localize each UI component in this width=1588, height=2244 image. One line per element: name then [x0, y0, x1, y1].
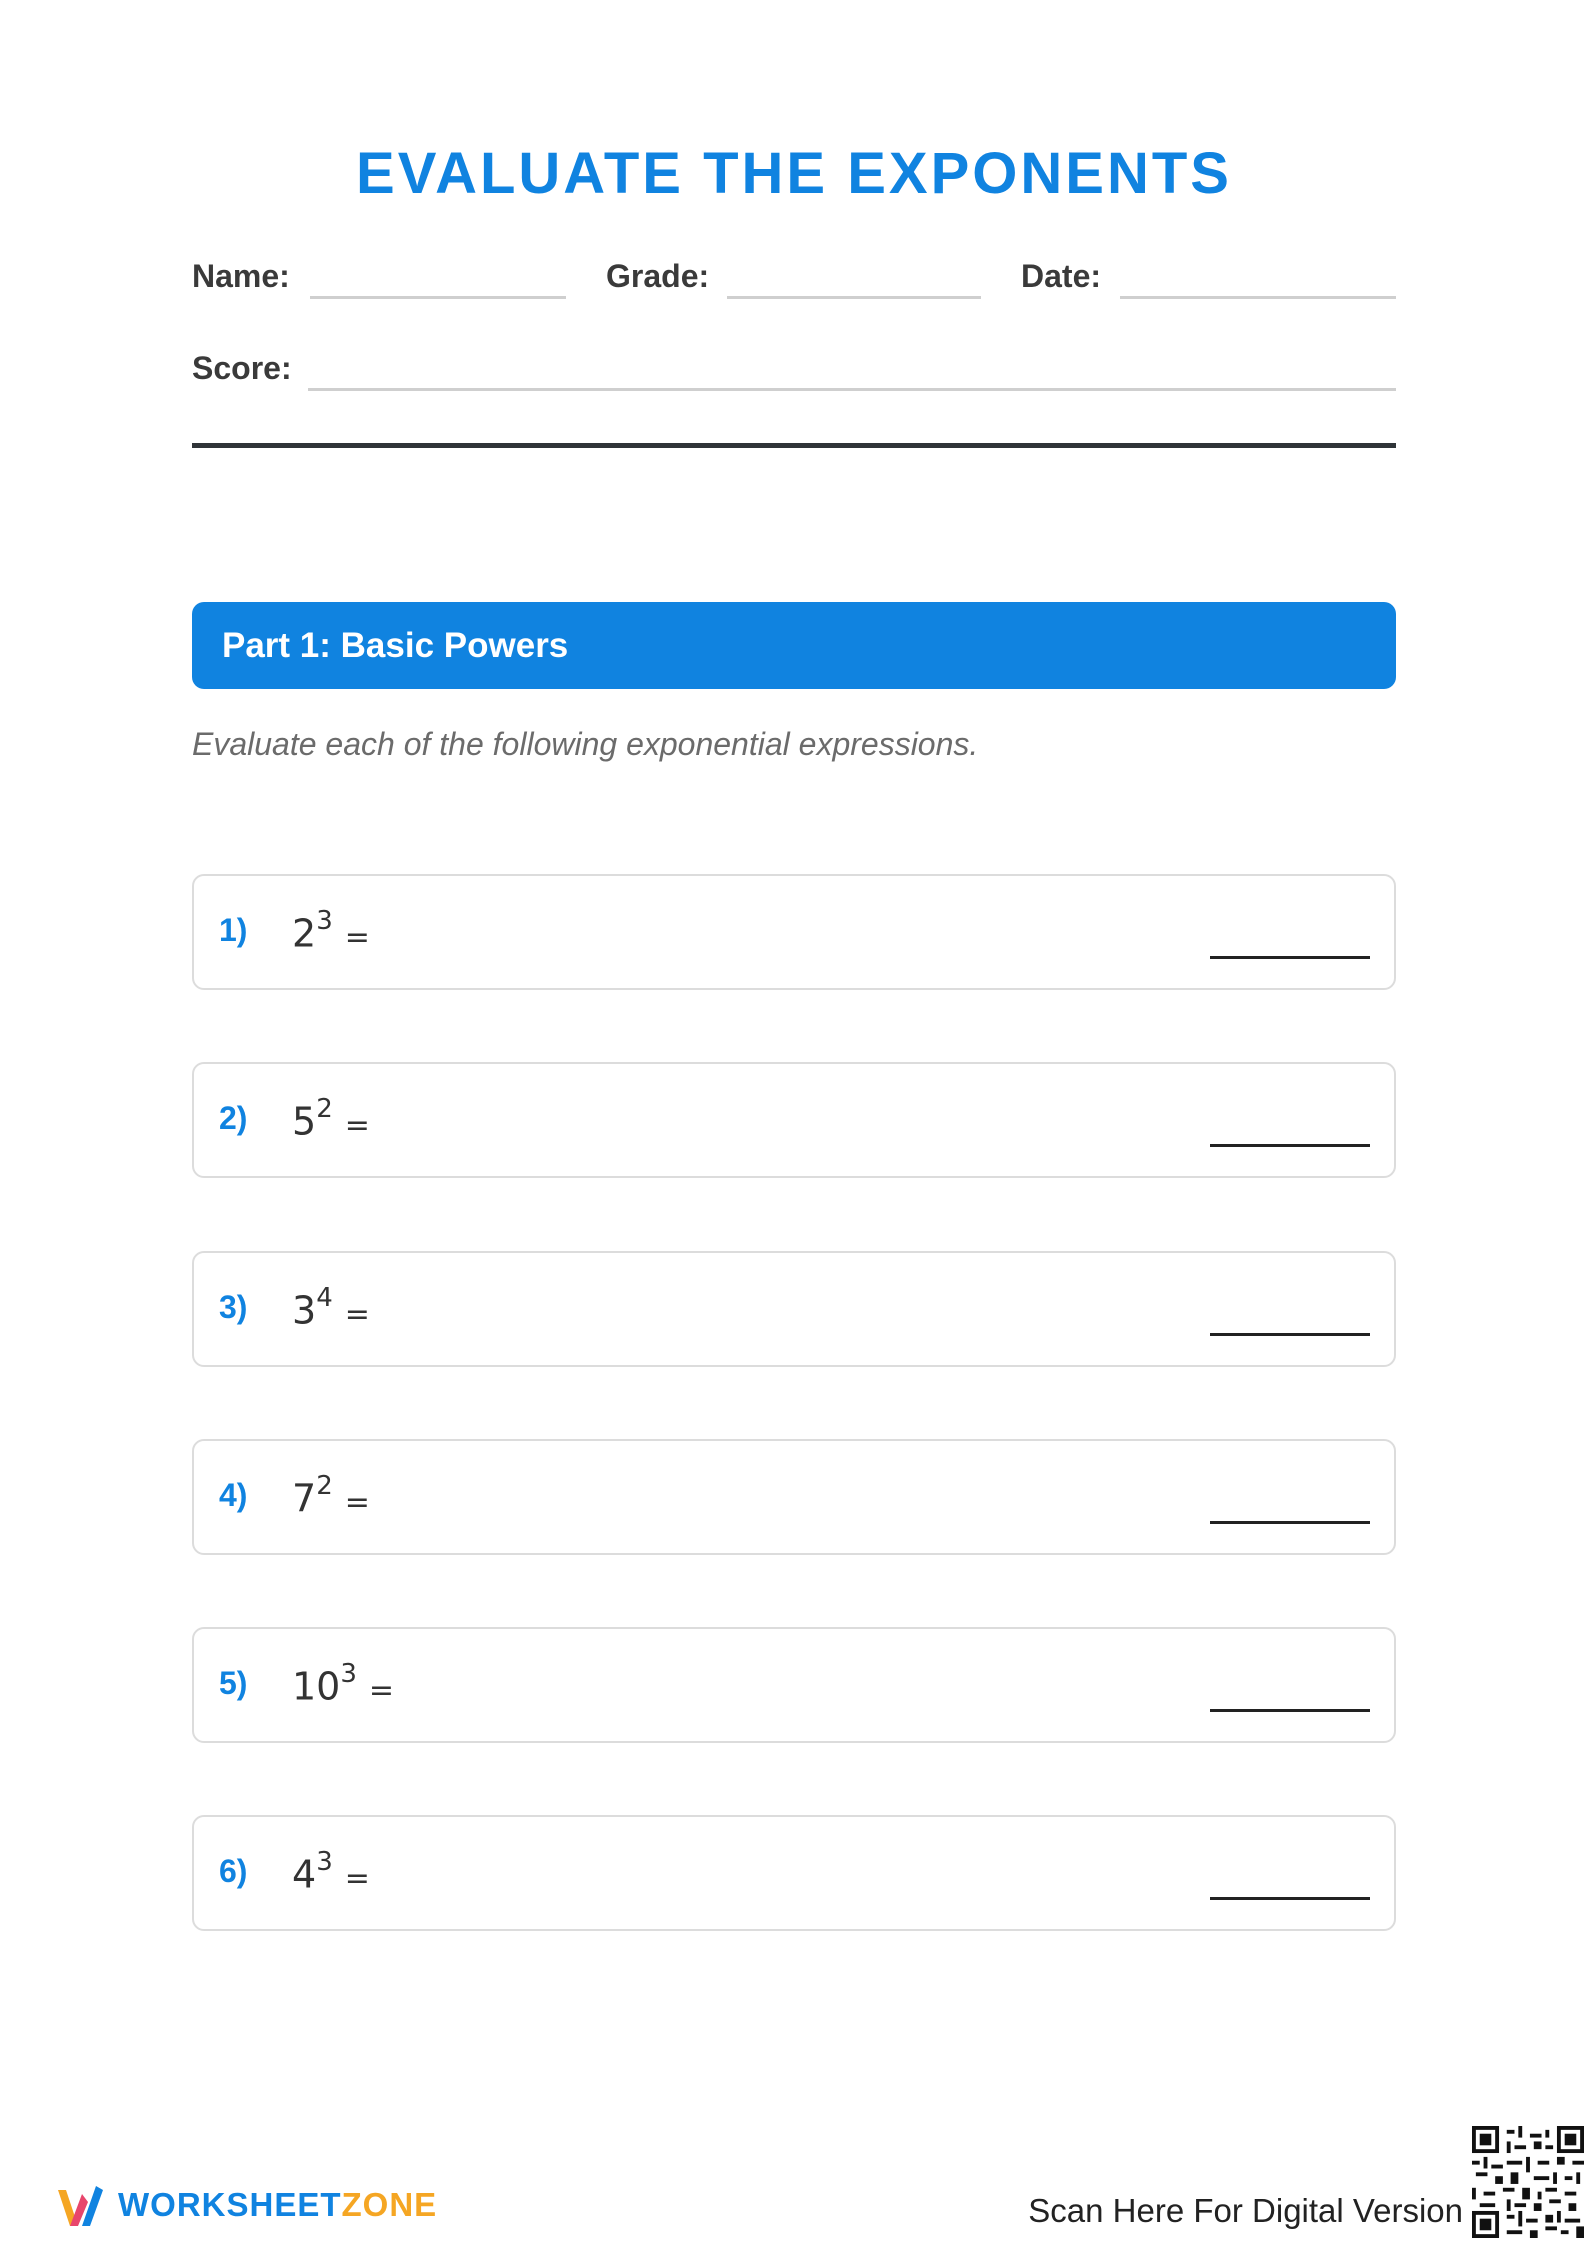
- date-field[interactable]: [1120, 296, 1396, 299]
- problem-number: 1): [219, 912, 248, 948]
- instructions: Evaluate each of the following exponential expressions.: [192, 726, 979, 762]
- brand-name-part2: ZONE: [341, 2186, 438, 2223]
- base: 7: [292, 1476, 317, 1521]
- problem-number: 6): [219, 1853, 248, 1889]
- base: 2: [292, 911, 317, 956]
- exponent: 3: [316, 906, 333, 936]
- base: 5: [292, 1099, 317, 1144]
- brand-name-part1: WORKSHEET: [118, 2186, 342, 2223]
- name-field[interactable]: [310, 296, 566, 299]
- exponent: 3: [316, 1847, 333, 1877]
- problem-card: [192, 1627, 1396, 1743]
- equals-sign: =: [344, 1484, 370, 1520]
- problem-number: 4): [219, 1477, 248, 1513]
- exponent: 2: [316, 1094, 333, 1124]
- answer-field[interactable]: [1210, 1144, 1370, 1147]
- problem-card: [192, 874, 1396, 990]
- problem-card: [192, 1439, 1396, 1555]
- exponent: 4: [316, 1283, 333, 1313]
- problem-expression: [292, 1283, 370, 1333]
- scan-instruction: Scan Here For Digital Version: [1028, 2192, 1463, 2229]
- date-label: Date:: [1021, 258, 1102, 294]
- base: 10: [292, 1664, 341, 1709]
- score-field[interactable]: [308, 388, 1396, 391]
- qr-code-icon[interactable]: [1472, 2126, 1584, 2238]
- problem-number: 5): [219, 1665, 248, 1701]
- grade-field[interactable]: [727, 296, 981, 299]
- problem-expression: [292, 1471, 370, 1521]
- answer-field[interactable]: [1210, 1709, 1370, 1712]
- problem-expression: [292, 1094, 370, 1144]
- brand-name: [118, 2186, 437, 2224]
- brand-logo: [56, 2180, 437, 2230]
- name-label: Name:: [192, 258, 290, 294]
- problem-expression: [292, 1659, 395, 1709]
- answer-field[interactable]: [1210, 956, 1370, 959]
- page-title: EVALUATE THE EXPONENTS: [356, 141, 1232, 206]
- section-title: Part 1: Basic Powers: [222, 625, 569, 665]
- answer-field[interactable]: [1210, 1521, 1370, 1524]
- problem-card: [192, 1251, 1396, 1367]
- score-label: Score:: [192, 350, 292, 386]
- grade-label: Grade:: [606, 258, 710, 294]
- problem-card: [192, 1815, 1396, 1931]
- exponent: 3: [340, 1659, 357, 1689]
- worksheetzone-logo-icon: [56, 2180, 104, 2230]
- problem-number: 3): [219, 1289, 248, 1325]
- problem-expression: [292, 1847, 370, 1897]
- base: 4: [292, 1852, 317, 1897]
- header-divider: [192, 443, 1396, 448]
- problem-expression: [292, 906, 370, 956]
- equals-sign: =: [344, 919, 370, 955]
- section-header: [192, 602, 1396, 689]
- problem-card: [192, 1062, 1396, 1178]
- equals-sign: =: [344, 1296, 370, 1332]
- answer-field[interactable]: [1210, 1897, 1370, 1900]
- equals-sign: =: [344, 1107, 370, 1143]
- answer-field[interactable]: [1210, 1333, 1370, 1336]
- problem-number: 2): [219, 1100, 248, 1136]
- exponent: 2: [316, 1471, 333, 1501]
- base: 3: [292, 1288, 317, 1333]
- equals-sign: =: [344, 1860, 370, 1896]
- equals-sign: =: [368, 1672, 395, 1708]
